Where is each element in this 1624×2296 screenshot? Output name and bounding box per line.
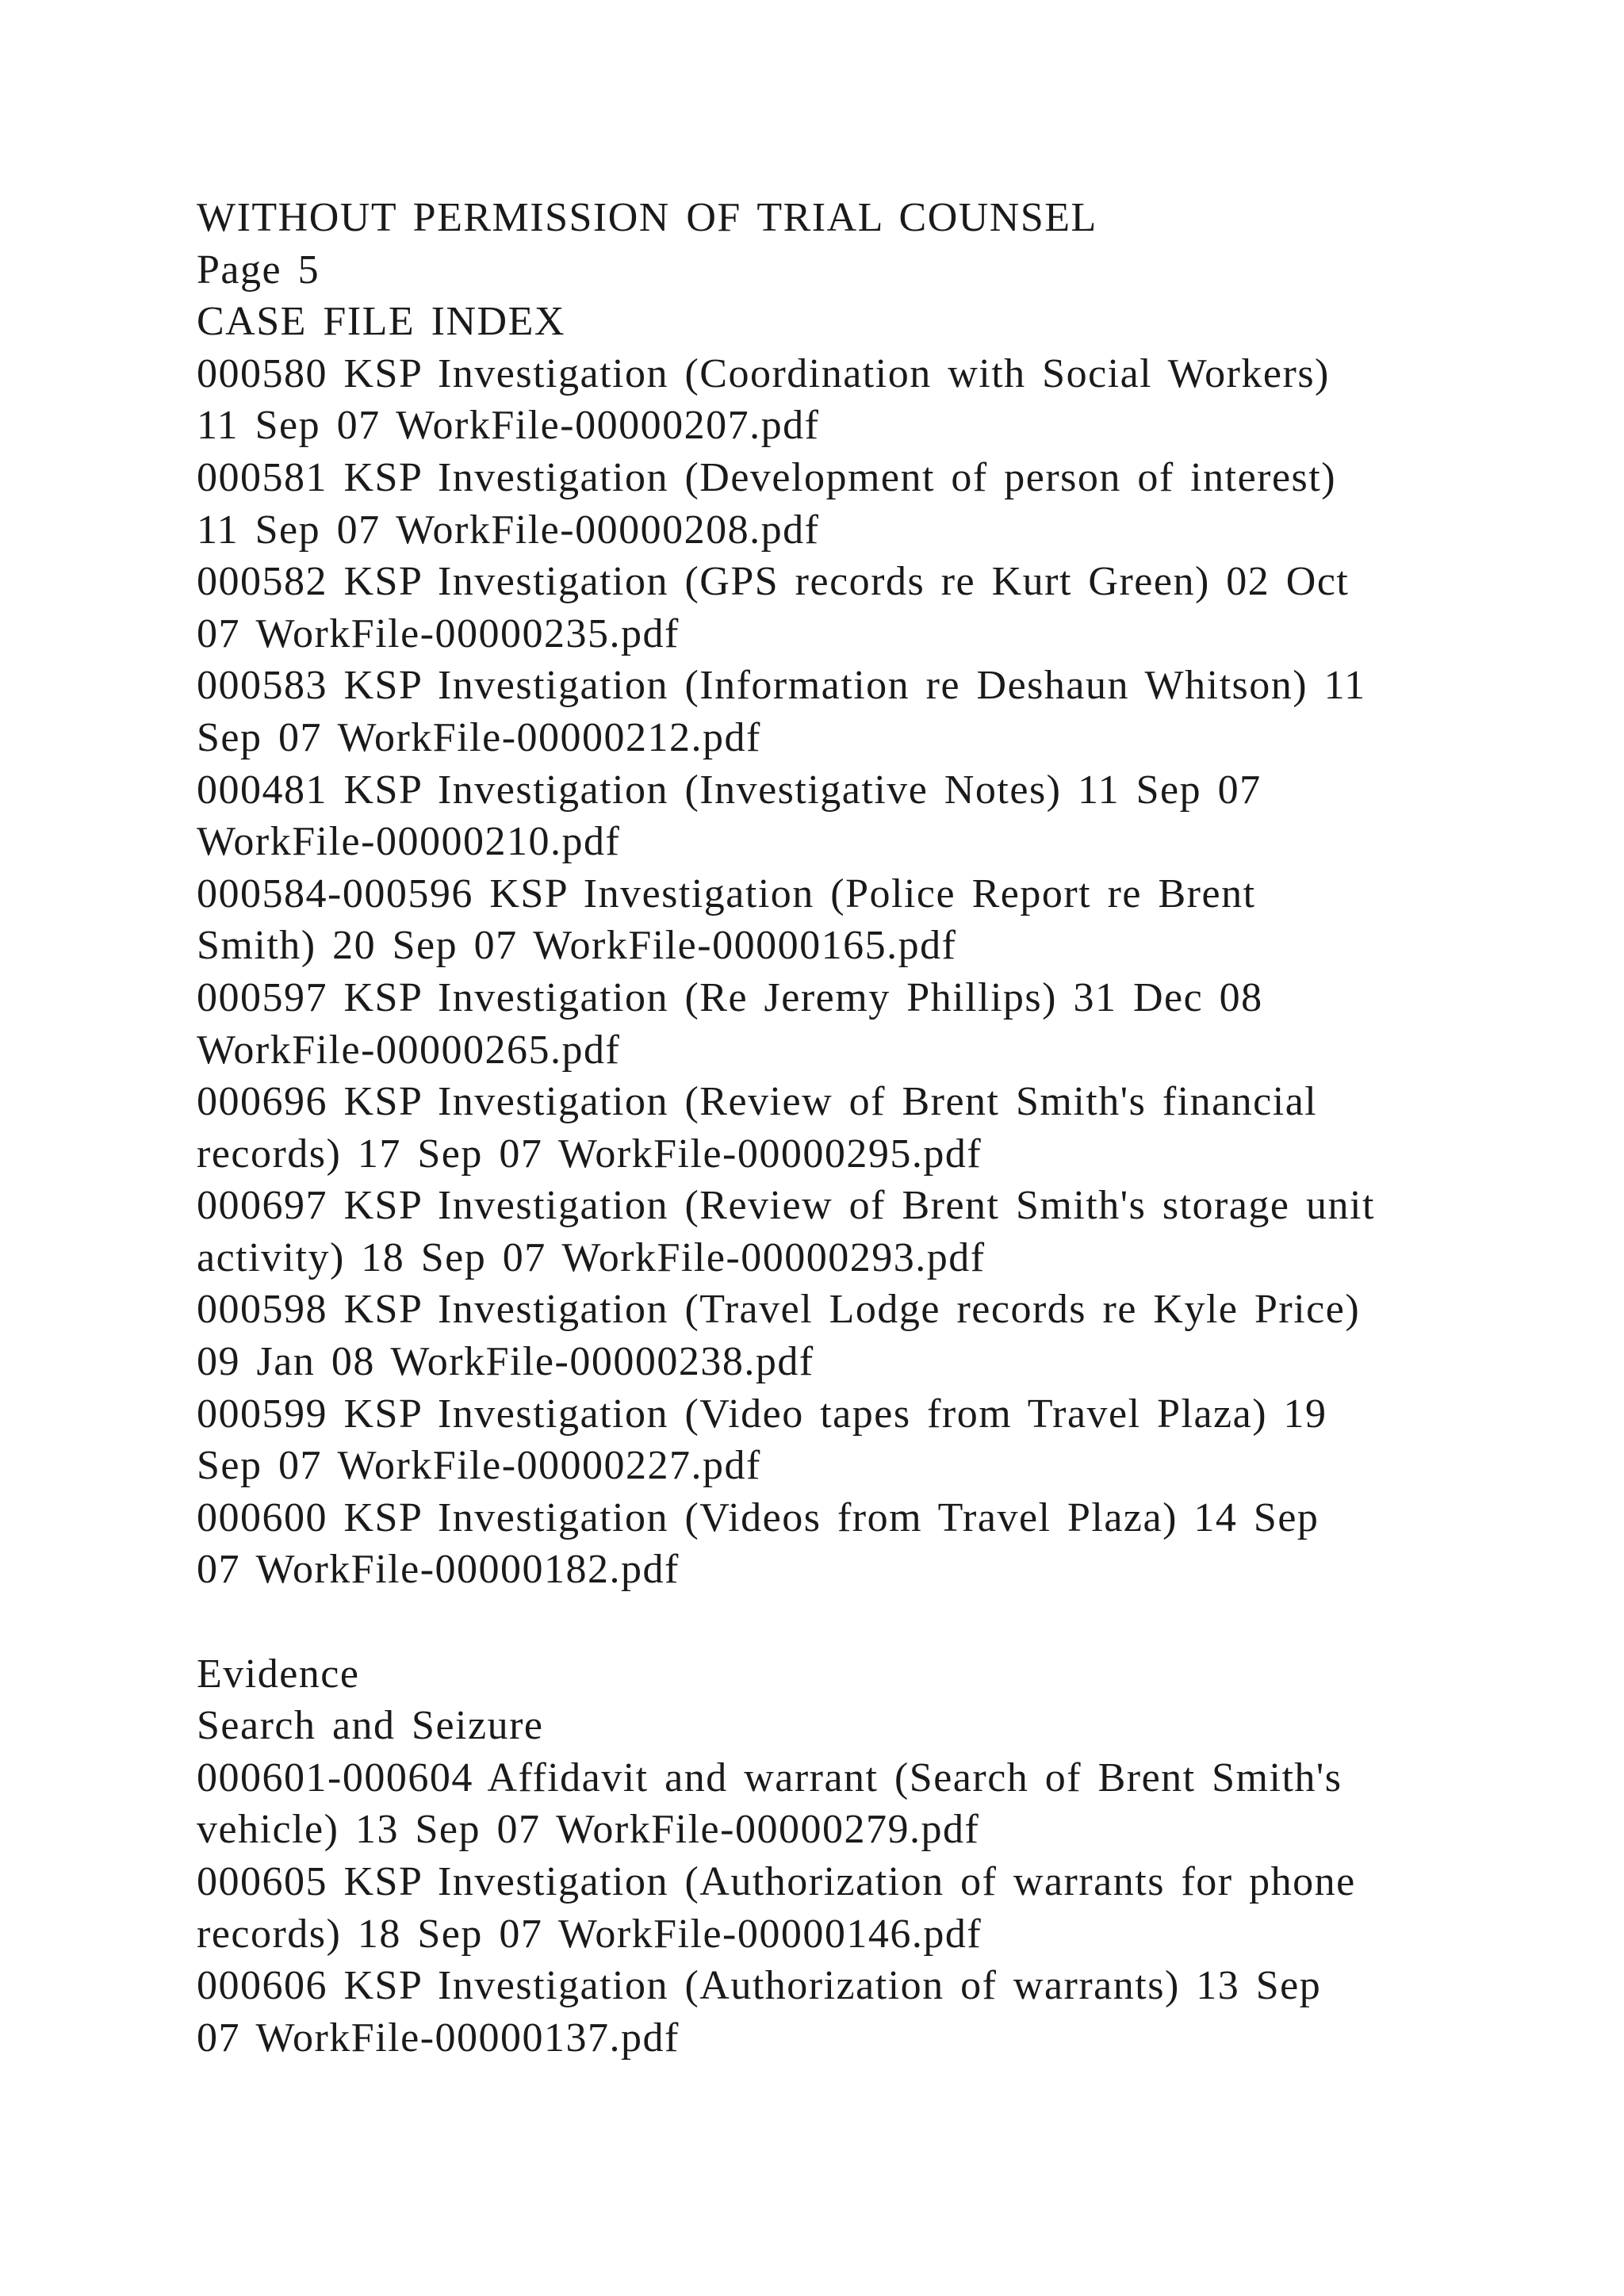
index-entry-000581-line-1: 000581 KSP Investigation (Development of person of interest) xyxy=(197,454,1337,500)
page-number: Page 5 xyxy=(197,247,320,293)
evidence-entry-000606-line-2: 07 WorkFile-00000137.pdf xyxy=(197,2015,680,2061)
index-entry-000580-line-2: 11 Sep 07 WorkFile-00000207.pdf xyxy=(197,403,820,449)
index-entry-000584-line-1: 000584-000596 KSP Investigation (Police Report re Brent xyxy=(197,871,1256,916)
index-entry-000696-line-2: records) 17 Sep 07 WorkFile-00000295.pdf xyxy=(197,1131,982,1177)
section-title: Evidence xyxy=(197,1651,360,1697)
index-entry-000600-line-2: 07 WorkFile-00000182.pdf xyxy=(197,1547,680,1593)
evidence-entry-000605-line-1: 000605 KSP Investigation (Authorization of warrants for phone xyxy=(197,1859,1356,1904)
evidence-entry-000601-line-1: 000601-000604 Affidavit and warrant (Search of Brent Smith's xyxy=(197,1755,1342,1800)
index-entry-000697-line-1: 000697 KSP Investigation (Review of Brent Smith's storage unit xyxy=(197,1183,1375,1229)
index-entry-000580-line-1: 000580 KSP Investigation (Coordination with Social Workers) xyxy=(197,350,1330,396)
confidentiality-header: WITHOUT PERMISSION OF TRIAL COUNSEL xyxy=(197,195,1097,240)
index-entry-000582-line-2: 07 WorkFile-00000235.pdf xyxy=(197,610,680,656)
evidence-entry-000606-line-1: 000606 KSP Investigation (Authorization of warrants) 13 Sep xyxy=(197,1963,1322,2009)
index-entry-000696-line-1: 000696 KSP Investigation (Review of Brent Smith's financial xyxy=(197,1079,1318,1125)
evidence-entry-000605-line-2: records) 18 Sep 07 WorkFile-00000146.pdf xyxy=(197,1911,982,1957)
index-entry-000583-line-1: 000583 KSP Investigation (Information re Deshaun Whitson) 11 xyxy=(197,663,1366,709)
index-entry-000582-line-1: 000582 KSP Investigation (GPS records re Kurt Green) 02 Oct xyxy=(197,559,1350,605)
index-entry-000581-line-2: 11 Sep 07 WorkFile-00000208.pdf xyxy=(197,507,820,553)
index-entry-000599-line-1: 000599 KSP Investigation (Video tapes from Travel Plaza) 19 xyxy=(197,1391,1327,1437)
document-body xyxy=(197,192,1465,2064)
index-entry-000481-line-1: 000481 KSP Investigation (Investigative Notes) 11 Sep 07 xyxy=(197,767,1262,813)
evidence-entry-000601-line-2: vehicle) 13 Sep 07 WorkFile-00000279.pdf xyxy=(197,1807,980,1853)
index-entry-000697-line-2: activity) 18 Sep 07 WorkFile-00000293.pdf xyxy=(197,1234,986,1280)
index-entry-000597-line-2: WorkFile-00000265.pdf xyxy=(197,1027,621,1073)
index-entry-000597-line-1: 000597 KSP Investigation (Re Jeremy Phillips) 31 Dec 08 xyxy=(197,974,1263,1020)
subsection-title: Search and Seizure xyxy=(197,1703,544,1749)
index-entry-000481-line-2: WorkFile-00000210.pdf xyxy=(197,819,621,865)
index-entry-000600-line-1: 000600 KSP Investigation (Videos from Travel Plaza) 14 Sep xyxy=(197,1494,1320,1540)
index-entry-000599-line-2: Sep 07 WorkFile-00000227.pdf xyxy=(197,1443,761,1489)
index-title: CASE FILE INDEX xyxy=(197,299,565,345)
index-entry-000583-line-2: Sep 07 WorkFile-00000212.pdf xyxy=(197,714,761,760)
index-entry-000598-line-2: 09 Jan 08 WorkFile-00000238.pdf xyxy=(197,1339,814,1385)
index-entry-000598-line-1: 000598 KSP Investigation (Travel Lodge records re Kyle Price) xyxy=(197,1287,1361,1333)
section-spacer xyxy=(197,1596,1465,1648)
index-entry-000584-line-2: Smith) 20 Sep 07 WorkFile-00000165.pdf xyxy=(197,923,957,969)
